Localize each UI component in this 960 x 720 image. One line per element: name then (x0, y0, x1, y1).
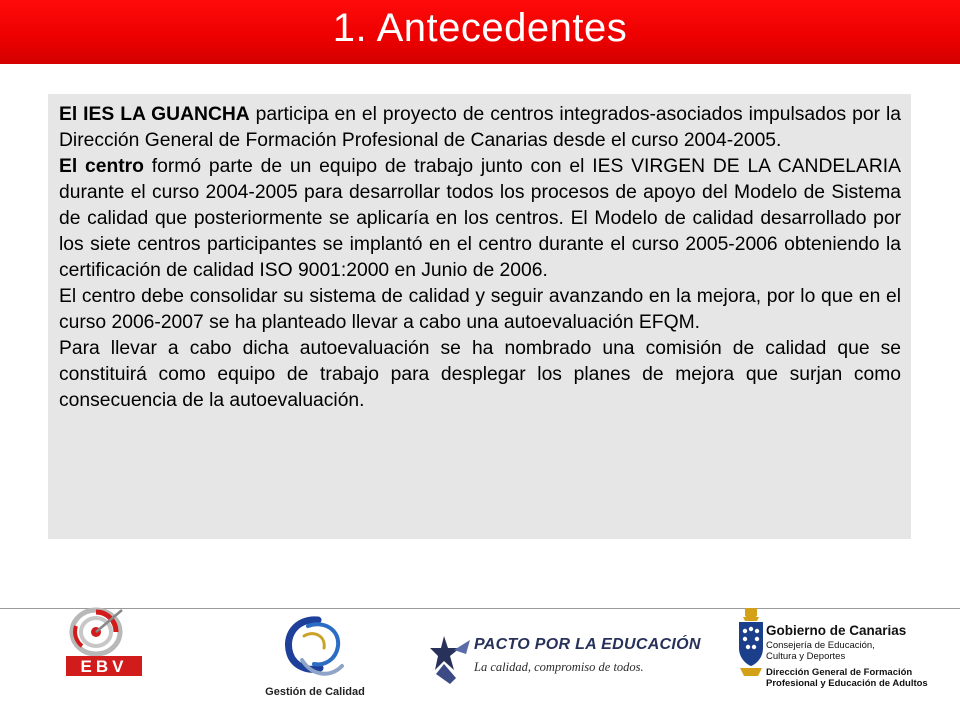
ebv-logo (62, 606, 148, 680)
slide-title: 1. Antecedentes (332, 5, 628, 50)
content-text-box (48, 94, 911, 539)
gestion-calidad-caption: Gestión de Calidad (265, 686, 365, 698)
paragraph-2 (59, 154, 901, 284)
star-figure-logo-icon (430, 630, 474, 686)
pacto-subtitle: La calidad, compromiso de todos. (474, 660, 644, 674)
paragraph-2-bold: El centro (59, 156, 144, 177)
title-bar (0, 0, 960, 64)
canarias-consejeria-line-1: Consejería de Educación, (766, 640, 875, 651)
canarias-consejeria-line-2: Cultura y Deportes (766, 651, 846, 662)
paragraph-4: Para llevar a cabo dicha autoevaluación se ha nombrado una comisión de calidad que se constituirá como equipo de trabajo para desplegar los planes de mejora que surjan como consecuencia de la autoevaluación. (59, 338, 901, 411)
ebv-wordmark: EBV (80, 657, 128, 676)
paragraph-1-text: participa en el proyecto de centros integrados-asociados impulsados por la Dirección General de Formación Profesional de Canarias desde el curso 2004-2005. (59, 104, 901, 151)
q-swoosh-logo-icon (250, 616, 380, 682)
paragraph-3: El centro debe consolidar su sistema de calidad y seguir avanzando en la mejora, por lo que en el curso 2006-2007 se ha planteado llevar a cabo una autoevaluación EFQM. (59, 286, 901, 333)
paragraph-1 (59, 102, 901, 154)
canarias-direccion-line-1: Dirección General de Formación (766, 667, 913, 678)
gobierno-canarias-logo (736, 606, 936, 696)
canarias-title: Gobierno de Canarias (766, 623, 907, 638)
pacto-educacion-logo (430, 630, 701, 686)
gestion-calidad-logo (250, 616, 380, 704)
paragraph-1-bold: El IES LA GUANCHA (59, 104, 250, 125)
pacto-title: PACTO POR LA EDUCACIÓN (474, 636, 701, 653)
canarias-consejeria (766, 640, 875, 662)
canarias-direccion-line-2: Profesional y Educación de Adultos (766, 678, 928, 689)
canarias-direccion (766, 667, 928, 689)
ebv-target-logo-icon (62, 606, 148, 680)
paragraph-2-text: formó parte de un equipo de trabajo junto con el IES VIRGEN DE LA CANDELARIA durante el curso 2004-2005 para desarrollar todos los procesos de apoyo del Modelo de Sistema de calidad que posteriormente se aplicaría en los centros. El Modelo de calidad desarrollado por los siete centros participantes se implantó en el centro durante el curso 2005-2006 obteniendo la certificación de calidad ISO 9001:2000 en Junio de 2006. (59, 156, 901, 281)
coat-of-arms-logo-icon (736, 606, 766, 688)
